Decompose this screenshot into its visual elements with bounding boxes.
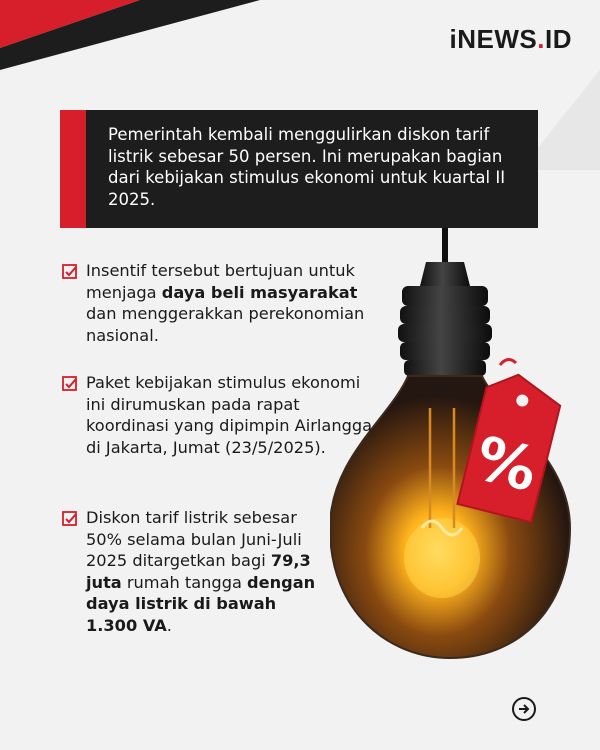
logo-dot: . [537,24,545,54]
checkbox-check-icon [62,376,78,392]
headline-text: Pemerintah kembali menggulirkan diskon tarif listrik sebesar 50 persen. Ini merupakan bagian dari kebijakan stimulus ekonomi untuk kuartal II 2025. [108,125,506,209]
discount-tag-icon [440,355,580,535]
next-slide-button[interactable] [512,697,536,721]
list-item [62,260,392,346]
list-item [62,372,377,458]
checkbox-check-icon [62,264,78,280]
checkbox-check-icon [62,511,78,527]
arrow-right-icon [517,702,531,716]
logo-prefix: iNEWS [449,24,538,54]
emphasis-text: 79,3 juta [86,551,311,592]
percent-symbol: % [468,423,545,506]
brand-logo [450,24,572,55]
bullet-text: Paket kebijakan stimulus ekonomi ini dirumuskan pada rapat koordinasi yang dipimpin Airlangga di Jakarta, Jumat (23/5/2025). [86,373,373,457]
bullet-text: Insentif tersebut bertujuan untuk menjaga daya beli masyarakat dan menggerakkan perekonomian nasional. [86,261,365,345]
list-item [62,507,327,636]
bullet-text: Diskon tarif listrik sebesar 50% selama bulan Juni-Juli 2025 ditargetkan bagi 79,3 juta rumah tangga dengan daya listrik di bawah 1.300 VA. [86,508,316,635]
emphasis-text: dengan daya listrik di bawah 1.300 VA [86,572,316,635]
logo-suffix: ID [545,24,572,54]
emphasis-text: daya beli masyarakat [161,282,358,302]
headline-accent-bar [60,110,86,228]
